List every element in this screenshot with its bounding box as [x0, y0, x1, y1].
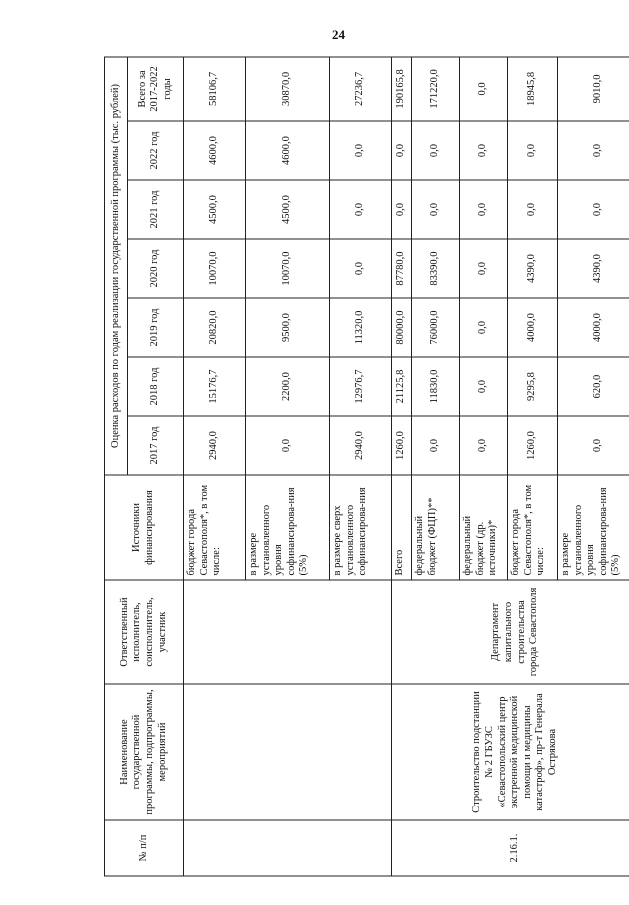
- cell-empty: [184, 580, 392, 684]
- item-responsible: Департамент капитального строительства города Севастополя: [392, 580, 629, 684]
- header-year: 2022 год: [128, 121, 184, 180]
- cell-value: 0,0: [392, 180, 412, 239]
- cell-value: 0,0: [330, 180, 392, 239]
- header-source: Источники финансирования: [105, 475, 184, 580]
- cell-value: 0,0: [460, 357, 508, 416]
- header-num: № п/п: [105, 820, 184, 876]
- cell-value: 620,0: [558, 357, 629, 416]
- table-row: [392, 56, 412, 875]
- cell-value: 4000,0: [558, 298, 629, 357]
- cell-value: 27236,7: [330, 56, 392, 120]
- cell-value: 1260,0: [392, 416, 412, 475]
- cell-value: 0,0: [412, 180, 460, 239]
- cell-value: 76000,0: [412, 298, 460, 357]
- cell-value: 0,0: [330, 121, 392, 180]
- cell-value: 0,0: [330, 239, 392, 298]
- cell-empty: [184, 684, 392, 820]
- cell-source: в размере сверх установленного софинансирова-ния: [330, 475, 392, 580]
- cell-value: 4600,0: [246, 121, 330, 180]
- cell-value: 0,0: [558, 180, 629, 239]
- cell-value: 171220,0: [412, 56, 460, 120]
- cell-value: 0,0: [412, 416, 460, 475]
- cell-source: федеральный бюджет (др. источники)*: [460, 475, 508, 580]
- cell-value: 87780,0: [392, 239, 412, 298]
- cell-value: 0,0: [460, 121, 508, 180]
- cell-source: бюджет города Севастополя*, в том числе:: [508, 475, 558, 580]
- cell-value: 0,0: [392, 121, 412, 180]
- cell-source: в размере установленного уровня софинансирова-ния (5%): [558, 475, 629, 580]
- cell-value: 0,0: [246, 416, 330, 475]
- item-name: Строительство подстанции № 2 ГБУЗС «Севастопольский центр экстренной медицинской помощи и медицины катастроф», пр-т Генерала Острякова: [392, 684, 629, 820]
- cell-value: 4500,0: [246, 180, 330, 239]
- header-year: 2019 год: [128, 298, 184, 357]
- cell-value: 0,0: [412, 121, 460, 180]
- cell-value: 4390,0: [508, 239, 558, 298]
- cell-value: 11320,0: [330, 298, 392, 357]
- cell-value: 83390,0: [412, 239, 460, 298]
- cell-value: 2940,0: [330, 416, 392, 475]
- header-responsible: Ответственный исполнитель, соисполнитель, участник: [105, 580, 184, 684]
- cell-value: 190165,8: [392, 56, 412, 120]
- cell-value: 4600,0: [184, 121, 246, 180]
- budget-table: [104, 56, 629, 876]
- cell-value: 0,0: [508, 121, 558, 180]
- header-estimate: Оценка расходов по годам реализации государственной программы (тыс. рублей): [105, 56, 128, 474]
- page-number: 24: [332, 27, 345, 42]
- cell-value: 4500,0: [184, 180, 246, 239]
- header-year: 2021 год: [128, 180, 184, 239]
- header-row-1: [105, 56, 128, 875]
- cell-value: 11830,0: [412, 357, 460, 416]
- cell-value: 18945,8: [508, 56, 558, 120]
- header-year-total: Всего за 2017-2022 годы: [128, 56, 184, 120]
- cell-value: 30870,0: [246, 56, 330, 120]
- header-name: Наименование государственной программы, подпрограммы, мероприятий: [105, 684, 184, 820]
- cell-value: 4000,0: [508, 298, 558, 357]
- header-year: 2017 год: [128, 416, 184, 475]
- cell-value: 20820,0: [184, 298, 246, 357]
- header-year: 2018 год: [128, 357, 184, 416]
- cell-source: в размере установленного уровня софинансирова-ния (5%): [246, 475, 330, 580]
- cell-value: 0,0: [508, 180, 558, 239]
- cell-value: 15176,7: [184, 357, 246, 416]
- cell-value: 0,0: [460, 298, 508, 357]
- cell-value: 58106,7: [184, 56, 246, 120]
- cell-source: бюджет города Севастополя*, в том числе:: [184, 475, 246, 580]
- cell-source: федеральный бюджет (ФЦП)**: [412, 475, 460, 580]
- rotated-table-container: [104, 57, 622, 876]
- cell-value: 0,0: [460, 239, 508, 298]
- cell-value: 4390,0: [558, 239, 629, 298]
- cell-value: 21125,8: [392, 357, 412, 416]
- cell-empty: [184, 820, 392, 876]
- cell-value: 0,0: [558, 121, 629, 180]
- cell-value: 80000,0: [392, 298, 412, 357]
- cell-source: Всего: [392, 475, 412, 580]
- cell-value: 1260,0: [508, 416, 558, 475]
- cell-value: 0,0: [460, 416, 508, 475]
- table-row: [184, 56, 246, 875]
- cell-value: 10070,0: [246, 239, 330, 298]
- cell-value: 0,0: [558, 416, 629, 475]
- cell-value: 12976,7: [330, 357, 392, 416]
- cell-value: 10070,0: [184, 239, 246, 298]
- cell-value: 9500,0: [246, 298, 330, 357]
- cell-value: 2200,0: [246, 357, 330, 416]
- cell-value: 9295,8: [508, 357, 558, 416]
- cell-value: 9010,0: [558, 56, 629, 120]
- header-year: 2020 год: [128, 239, 184, 298]
- item-number: 2.16.1.: [392, 820, 629, 876]
- cell-value: 2940,0: [184, 416, 246, 475]
- cell-value: 0,0: [460, 56, 508, 120]
- cell-value: 0,0: [460, 180, 508, 239]
